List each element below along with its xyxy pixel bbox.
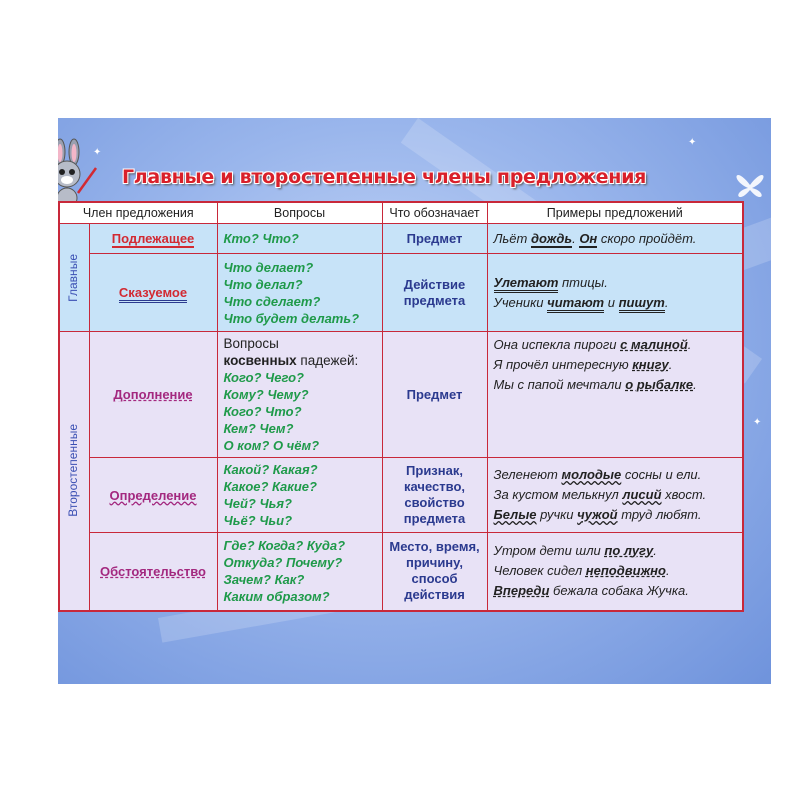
examples-object: Она испекла пироги с малиной. Я прочёл интересную книгу. Мы с папой мечтали о рыбалке. bbox=[487, 332, 743, 458]
members-table bbox=[58, 201, 744, 612]
table-header-row bbox=[59, 202, 743, 224]
questions-attribute: Какой? Какая? Какое? Какие? Чей? Чья? Чьё? Чьи? bbox=[217, 458, 382, 533]
header-meaning: Что обозначает bbox=[382, 202, 487, 224]
examples-predicate: Улетают птицы. Ученики читают и пишут. bbox=[487, 254, 743, 332]
member-adverbial: Обстоятельство bbox=[100, 563, 206, 579]
meaning-predicate: Действие предмета bbox=[382, 254, 487, 332]
member-subject: Подлежащее bbox=[111, 231, 195, 246]
examples-adverbial: Утром дети шли по лугу. Человек сидел неподвижно. Впереди бежала собака Жучка. bbox=[487, 533, 743, 611]
meaning-attribute: Признак, качество, свойство предмета bbox=[382, 458, 487, 533]
questions-predicate: Что делает? Что делал? Что сделает? Что будет делать? bbox=[217, 254, 382, 332]
questions-subject: Кто? Что? bbox=[217, 224, 382, 254]
examples-subject: Льёт дождь. Он скоро пройдёт. bbox=[487, 224, 743, 254]
meaning-subject: Предмет bbox=[382, 224, 487, 254]
group-main-label: Главные bbox=[66, 253, 80, 302]
poster-background: ✦ ✦ ✦ Главные и второстепенные члены предложения Член предложения Вопросы Что обозначает Примеры предложений Главные Подлежащее Кто? Что? Предмет Льёт дождь. Он скоро пройдёт. Сказуемое Что делает? Что делал? Что сделает? Что будет делать? Действие предмета Улетают птицы. Ученики читают и пишут. Второстепенные Дополнение Вопросы косвенных падежей: Кого? Чего? Кому? Чему? Кого? Что? Кем? Чем? О ком? О чём? Предмет Она испекла пироги с малиной. Я прочёл интересную книгу. Мы с папой мечтали о рыбалке. Определение Какой? Какая? Какое? Какие? Чей? Чья? Чьё? Чьи? Признак, качество, свойство предмета Зеленеют молодые сосны и ели. За кустом мелькнул лисий хвост. Белые ручки чужой труд любят. Обстоятельство Где? Когда? Куда? Откуда? Почему? Зачем? Как? Каким образом? Место, время, причину, способ действия Утром дети шли по лугу. Человек сидел неподвижно. Впереди бежала собака Жучка. bbox=[58, 118, 771, 684]
header-member: Член предложения bbox=[59, 202, 217, 224]
table-row-predicate bbox=[59, 254, 743, 332]
bunny-icon bbox=[58, 138, 98, 210]
meaning-adverbial: Место, время, причину, способ действия bbox=[382, 533, 487, 611]
questions-object: Вопросы косвенных падежей: Кого? Чего? Кому? Чему? Кого? Что? Кем? Чем? О ком? О чём? bbox=[217, 332, 382, 458]
table-row-subject bbox=[59, 224, 743, 254]
page-title: Главные и второстепенные члены предложения bbox=[122, 166, 646, 188]
group-secondary-cell bbox=[59, 332, 89, 611]
examples-attribute: Зеленеют молодые сосны и ели. За кустом мелькнул лисий хвост. Белые ручки чужой труд любят. bbox=[487, 458, 743, 533]
member-object: Дополнение bbox=[113, 387, 193, 402]
group-main-cell bbox=[59, 224, 89, 332]
group-secondary-label: Второстепенные bbox=[66, 424, 80, 518]
meaning-object: Предмет bbox=[382, 332, 487, 458]
header-questions: Вопросы bbox=[217, 202, 382, 224]
table-row-object bbox=[59, 332, 743, 458]
header-examples: Примеры предложений bbox=[487, 202, 743, 224]
member-predicate: Сказуемое bbox=[119, 285, 187, 303]
questions-adverbial: Где? Когда? Куда? Откуда? Почему? Зачем? Как? Каким образом? bbox=[217, 533, 382, 611]
table-row-adverbial bbox=[59, 533, 743, 611]
table-row-attribute bbox=[59, 458, 743, 533]
member-attribute: Определение bbox=[109, 487, 197, 503]
